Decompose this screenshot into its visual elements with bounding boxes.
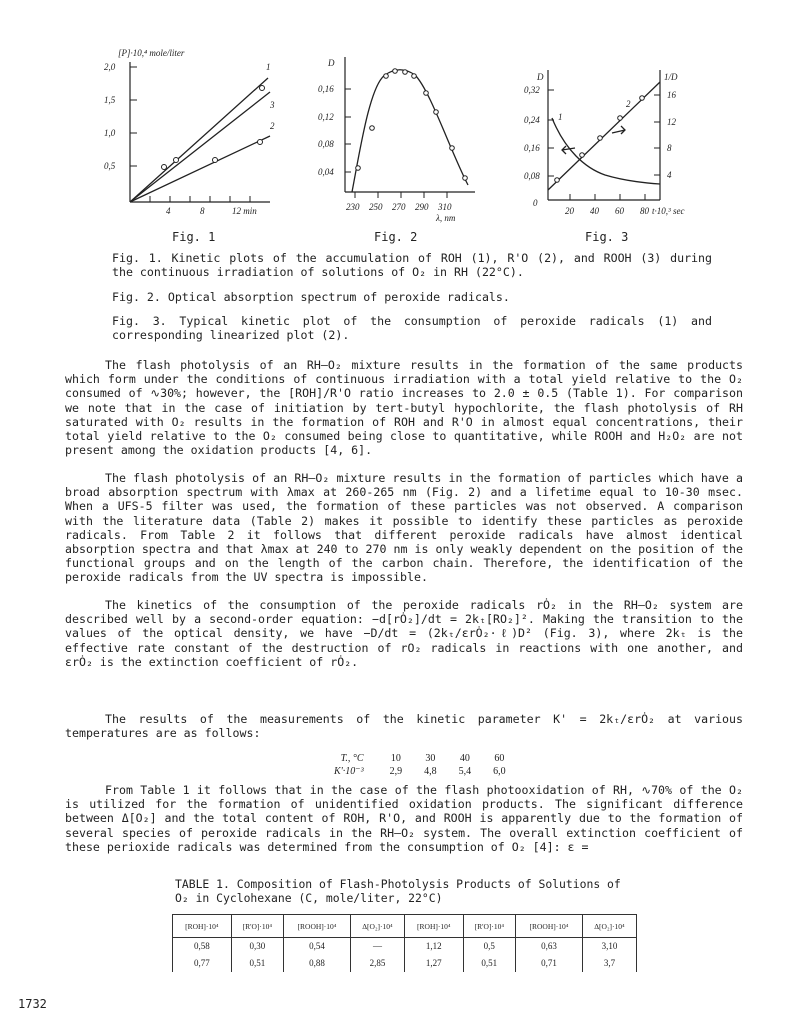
fig1-ytick: 1,5	[104, 95, 116, 105]
fig1-curve-label: 2	[270, 121, 275, 131]
fig3-xtick: 60	[615, 206, 624, 216]
fig2-spectrum	[352, 70, 468, 192]
fig1-xtick: 8	[200, 206, 205, 216]
fig3-ytick-left: 0	[533, 198, 538, 208]
fig1-caption: Fig. 1. Kinetic plots of the accumulation of ROH (1), R'O (2), and ROOH (3) during the continuous irradiation of solutions of O₂ in RH (22°C).	[112, 251, 712, 279]
kt-row-label: K'·10⁻³	[334, 766, 364, 777]
fig1-ytick: 2,0	[104, 62, 116, 72]
fig1-line-1	[130, 78, 268, 202]
fig2-xtick: 270	[392, 202, 406, 212]
fig3-ylabel-right: 1/D	[664, 72, 678, 82]
table-header: [ROH]·10⁴	[404, 915, 463, 938]
table-header: [ROH]·10⁴	[173, 915, 232, 938]
fig2-ytick: 0,08	[318, 139, 334, 149]
fig3-xlabel: t·10,³ sec	[652, 206, 685, 216]
fig3-plot	[524, 70, 684, 216]
fig3-ytick-left: 0,08	[524, 171, 540, 181]
table-header: Δ[O₂]·10⁴	[350, 915, 404, 938]
kt-cell: 10	[390, 753, 401, 764]
table-header: [ROOH]·10⁴	[284, 915, 351, 938]
fig1-label: Fig. 1	[172, 230, 216, 244]
kt-row-label: T., °C	[340, 753, 364, 764]
fig3-ytick-left: 0,32	[524, 85, 540, 95]
fig1-curve-label: 3	[270, 100, 275, 110]
kinetic-parameter-table	[322, 751, 518, 779]
fig3-ytick-right: 4	[667, 170, 672, 180]
fig3-label: Fig. 3	[585, 230, 629, 244]
fig3-xtick: 40	[590, 206, 599, 216]
paragraph-2: The flash photolysis of an RH—O₂ mixture results in the formation of particles which have a broad absorption spectrum with λmax at 260-265 nm (Fig. 2) and a lifetime equal to 10-30 msec. When a UFS-5 filter was used, the formation of these particles was not observed. A comparison with the literature data (Table 2) makes it possible to identify these particles as peroxide radicals. From Table 2 it follows that different peroxide radicals have almost identical absorption spectra and that λmax at 240 to 270 nm is only weakly dependent on the position of the functional groups and on the length of the carbon chain. Therefore, the identification of the peroxide radicals from the UV spectra is impossible.	[65, 471, 743, 585]
fig3-ytick-left: 0,24	[524, 115, 540, 125]
fig3-ytick-right: 16	[667, 90, 676, 100]
fig2-caption: Fig. 2. Optical absorption spectrum of peroxide radicals.	[112, 290, 510, 304]
fig2-xtick: 310	[438, 202, 452, 212]
page-number: 1732	[18, 997, 47, 1011]
fig2-xtick: 250	[369, 202, 383, 212]
figures-area	[0, 0, 807, 240]
fig1-plot	[104, 48, 275, 216]
table-header: Δ[O₂]·10⁴	[582, 915, 636, 938]
paragraph-3: The kinetics of the consumption of the peroxide radicals rȮ₂ in the RH—O₂ system are described well by a second-order equation: −d[rȮ₂]/dt = 2kₜ[RO₂]². Making the transition to the values of the optical density, we have −D/dt = (2kₜ/εrȮ₂·ℓ)D² (Fig. 3), where 2kₜ is the effective rate constant of the destruction of rO₂ radicals in reactions with one another, and εrȮ₂ is the extinction coefficient of rȮ₂.	[65, 598, 743, 669]
fig3-ytick-right: 12	[667, 117, 676, 127]
fig1-ytick: 1,0	[104, 128, 116, 138]
fig3-xtick: 80	[640, 206, 649, 216]
paragraph-1: The flash photolysis of an RH—O₂ mixture results in the formation of the same products which form under the conditions of continuous irradiation with a total yield relative to the O₂ consumed of ∿30%; however, the [ROH]/R'O ratio increases to 2.0 ± 0.5 (Table 1). For comparison we note that in the case of initiation by tert-butyl hypochlorite, the flash photolysis of RH saturated with O₂ results in the formation of ROH and R'O in almost equal concentrations, their total yield relative to the O₂ consumed being close to quantitative, while ROOH and H₂O₂ are not present among the oxidation products [4, 6].	[65, 358, 743, 458]
fig3-decay-curve	[552, 118, 660, 184]
table1	[172, 914, 637, 972]
fig2-xtick: 230	[346, 202, 360, 212]
kt-cell: 5,4	[458, 766, 472, 777]
fig3-xtick: 20	[565, 206, 574, 216]
fig2-ytick: 0,16	[318, 84, 334, 94]
table-header: [ROOH]·10⁴	[516, 915, 583, 938]
kt-cell: 2,9	[389, 766, 403, 777]
fig2-xlabel: λ, nm	[436, 213, 456, 223]
fig3-ytick-right: 8	[667, 143, 672, 153]
fig3-curve-label: 1	[558, 112, 563, 122]
paragraph-4: The results of the measurements of the kinetic parameter K' = 2kₜ/εrȮ₂ at various temperatures are as follows:	[65, 712, 743, 741]
fig2-xtick: 290	[415, 202, 429, 212]
fig3-ylabel-left: D	[537, 72, 544, 82]
fig2-ytick: 0,04	[318, 167, 334, 177]
kt-cell: 6,0	[493, 766, 506, 777]
fig3-curve-label: 2	[626, 99, 631, 109]
fig1-curve-label: 1	[266, 62, 271, 72]
figures-svg	[0, 0, 807, 240]
kt-cell: 30	[425, 753, 436, 764]
fig2-ytick: 0,12	[318, 112, 334, 122]
fig1-xtick: 12 min	[232, 206, 257, 216]
fig2-plot	[318, 57, 475, 223]
fig1-xtick: 4	[166, 206, 171, 216]
table-row: 0,58 0,30 0,54 — 1,12 0,5 0,63 3,10	[173, 938, 637, 956]
fig3-caption: Fig. 3. Typical kinetic plot of the consumption of peroxide radicals (1) and corresponding linearized plot (2).	[112, 314, 712, 342]
table1-caption: TABLE 1. Composition of Flash-Photolysis Products of Solutions of O₂ in Cyclohexane (C, mole/liter, 22°C)	[175, 877, 621, 905]
fig1-line-2	[130, 136, 270, 202]
kt-cell: 4,8	[424, 766, 437, 777]
fig2-label: Fig. 2	[374, 230, 418, 244]
table-row: 0,77 0,51 0,88 2,85 1,27 0,51 0,71 3,7	[173, 955, 637, 972]
table-header: [R'O]·10⁴	[463, 915, 515, 938]
fig1-ytick: 0,5	[104, 161, 116, 171]
paragraph-5: From Table 1 it follows that in the case of the flash photooxidation of RH, ∿70% of the O₂ is utilized for the formation of unidentified oxidation products. The significant difference between Δ[O₂] and the total content of ROH, R'O, and ROOH is apparently due to the formation of several species of peroxide radicals in the RH—O₂ system. The overall extinction coefficient of these perioxide radicals was determined from the consumption of O₂ [4]: ε =	[65, 783, 743, 854]
table-header: [R'O]·10⁴	[231, 915, 283, 938]
kt-cell: 40	[459, 753, 470, 764]
fig3-ytick-left: 0,16	[524, 143, 540, 153]
fig1-line-3	[130, 92, 270, 202]
kt-cell: 60	[494, 753, 505, 764]
fig2-ylabel: D	[328, 58, 335, 68]
fig1-ylabel: [P]·10,⁴ mole/liter	[118, 48, 185, 58]
